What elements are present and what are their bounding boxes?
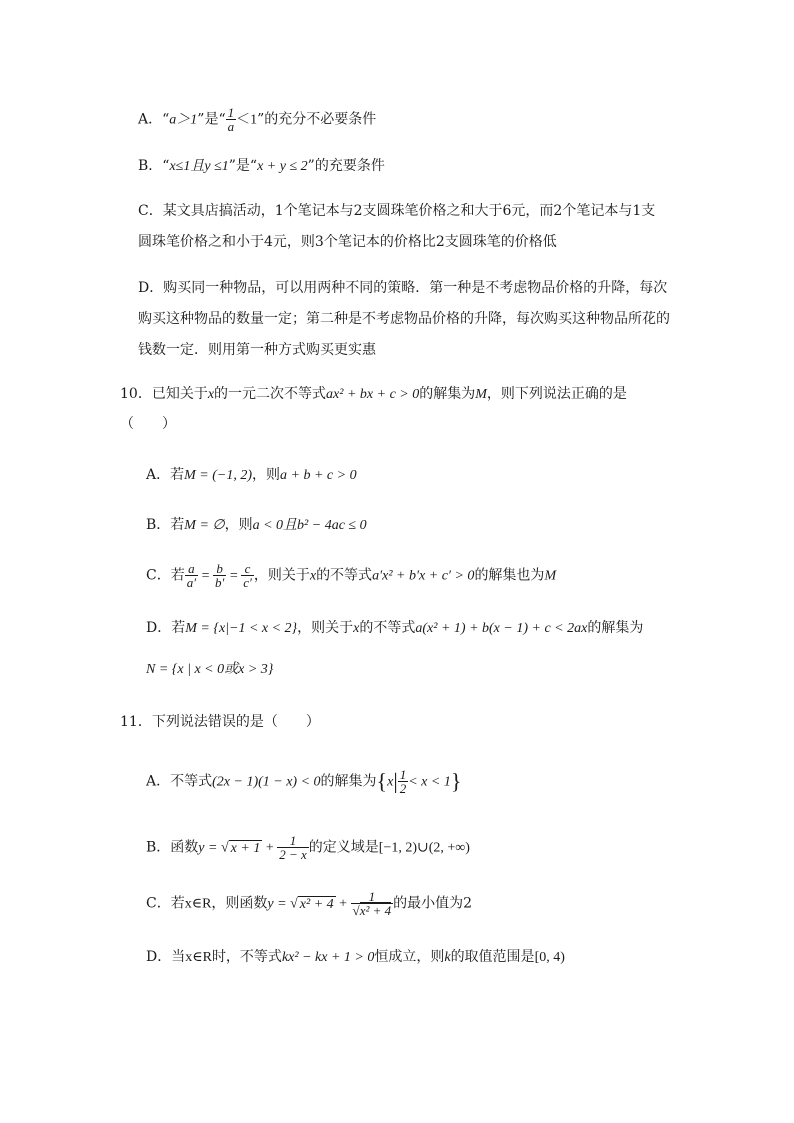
- q9-option-d-line1: D．购买同一种物品，可以用两种不同的策略．第一种是不考虑物品价格的升降，每次: [138, 280, 668, 296]
- q10-option-a: A．若M = (−1, 2)，则a + b + c > 0: [146, 467, 357, 483]
- q10-option-c: C．若 $\frac{a}{a'}$ = $\frac{b}{b'}$ = $\frac{c}{c'}$ ，则关于x的不等式a′x² + b′x + c′ > 0的解集也为M: [146, 561, 557, 590]
- fraction: $\frac{c}{c'}$: [243, 561, 252, 590]
- q9-option-b: B．“x≤1且y ≤1”是“x + y ≤ 2”的充要条件: [138, 158, 385, 174]
- q9-option-d-line2: 购买这种物品的数量一定；第二种是不考虑物品价格的升降，每次购买这种物品所花的: [138, 311, 670, 327]
- fraction: $\frac{1}{2}$: [399, 767, 407, 796]
- math-expr: a′x² + b′x + c′ > 0: [372, 568, 475, 584]
- square-root: √ x² + 4: [290, 896, 334, 912]
- q11-option-a: A．不等式(2x − 1)(1 − x) < 0的解集为{x| $\frac{1}{2}$ < x < 1}: [146, 767, 462, 796]
- option-label: A．: [138, 111, 163, 128]
- math-expr: a(x² + 1) + b(x − 1) + c < 2ax: [415, 621, 588, 636]
- math-expr: (2x − 1)(1 − x) < 0: [212, 774, 321, 790]
- q11-option-d: D．当x∈R时，不等式kx² − kx + 1 > 0恒成立，则k的取值范围是[0, 4): [146, 949, 565, 965]
- math-expr: [−1, 2)∪(2, +∞): [378, 840, 470, 856]
- math-expr: x≤1且y ≤1: [169, 159, 229, 174]
- q11-option-b: B．函数y = √ x + 1 + $\frac{1}{2 - x}$ 的定义域是[−1, 2)∪(2, +∞): [146, 833, 470, 862]
- math-expr: a < 0且b² − 4ac ≤ 0: [252, 518, 367, 533]
- q10-option-d-line2: N = {x | x < 0或x > 3}: [146, 662, 274, 677]
- q10-option-b: B．若M = ∅，则a < 0且b² − 4ac ≤ 0: [146, 517, 367, 533]
- math-expr: a + b + c > 0: [280, 468, 357, 483]
- fraction: $\frac{b}{b'}$: [214, 561, 225, 590]
- math-expr: M = (−1, 2): [184, 468, 253, 483]
- math-expr: M = ∅: [184, 518, 225, 533]
- math-expr: ax² + bx + c > 0: [326, 387, 420, 402]
- q10-option-d: D．若M = {x|−1 < x < 2}，则关于x的不等式a(x² + 1) + b(x − 1) + c < 2ax的解集为: [146, 620, 644, 636]
- math-expr: x + y ≤ 2: [257, 159, 308, 174]
- q9-option-c-line1: C．某文具店搞活动，1个笔记本与2支圆珠笔价格之和大于6元，而2个笔记本与1支: [138, 203, 656, 219]
- q9-option-c-line2: 圆珠笔价格之和小于4元，则3个笔记本的价格比2支圆珠笔的价格低: [138, 234, 557, 250]
- fraction: $\frac{1}{\text{√x² + 4}}$: [352, 889, 392, 918]
- q11-stem: 11．下列说法错误的是（ ）: [120, 714, 320, 730]
- square-root: √ x + 1: [220, 840, 261, 856]
- q9-option-d-line3: 钱数一定．则用第一种方式购买更实惠: [138, 342, 376, 358]
- fraction: $\frac{1}{a}$: [227, 105, 235, 134]
- fraction: $\frac{1}{2 - x}$: [279, 833, 307, 862]
- math-expr: kx² − kx + 1 > 0: [281, 950, 375, 965]
- q11-option-c: C．若x∈R，则函数y = √ x² + 4 + $\frac{1}{\text{√x² + 4}}$ 的最小值为2: [146, 889, 473, 918]
- answer-paren: （ ）: [120, 416, 176, 432]
- fraction: $\frac{a}{a'}$: [186, 561, 197, 590]
- q10-stem: 10．已知关于x的一元二次不等式ax² + bx + c > 0的解集为M，则下列说法正确的是: [120, 386, 627, 402]
- math-expr: a＞1: [169, 112, 198, 128]
- math-expr: M = {x|−1 < x < 2}: [185, 621, 298, 636]
- q9-option-a: A．“a＞1”是“ $\frac{1}{a}$ ＜1”的充分不必要条件: [138, 105, 377, 134]
